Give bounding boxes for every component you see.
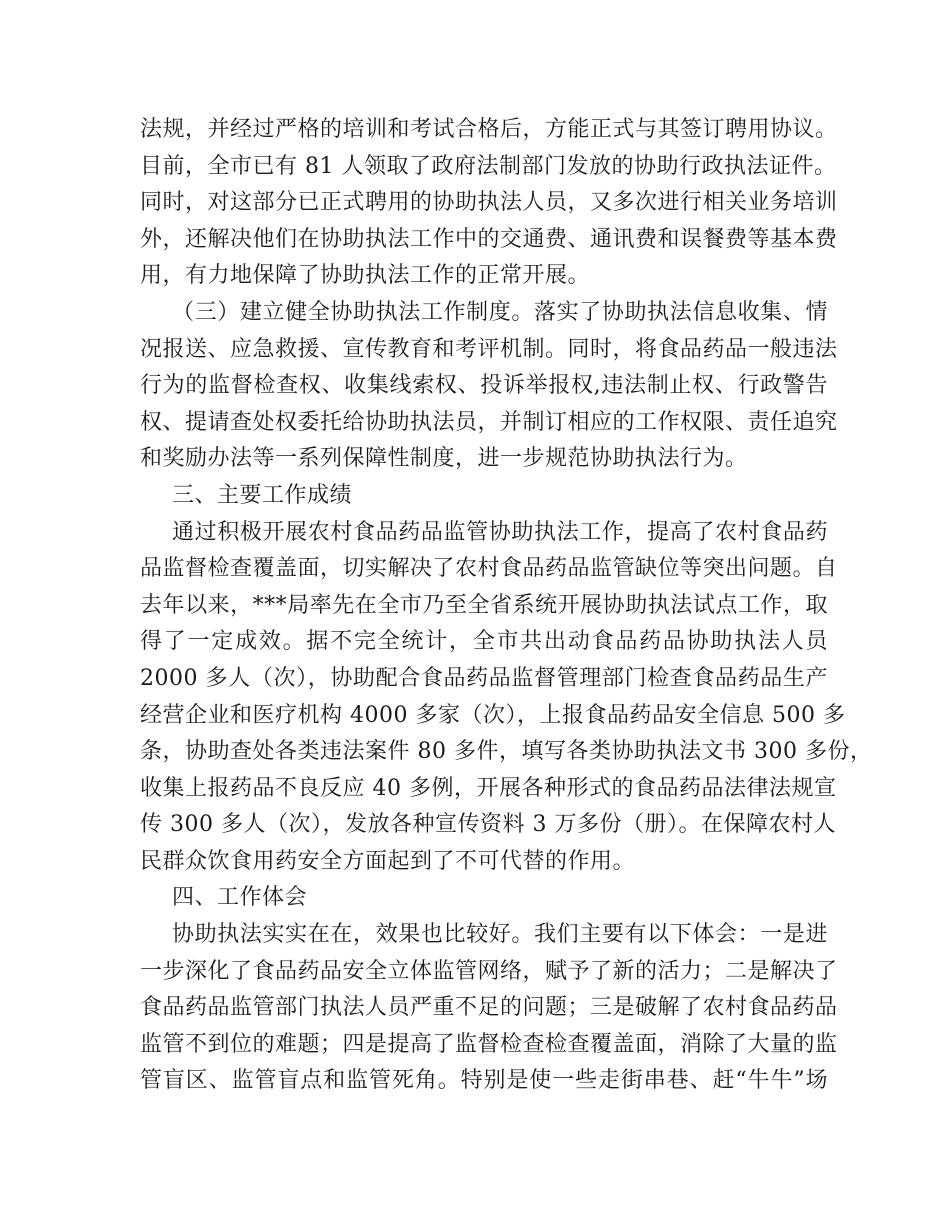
text-line: 收集上报药品不良反应 40 多例，开展各种形式的食品药品法律法规宣 [140, 775, 837, 801]
paragraph-first-line: 协助执法实实在在，效果也比较好。我们主要有以下体会：一是进 [172, 922, 828, 948]
text-line: 2000 多人（次），协助配合食品药品监督管理部门检查食品药品生产 [140, 665, 828, 691]
text-line: 食品药品监管部门执法人员严重不足的问题；三是破解了农村食品药品 [140, 995, 838, 1021]
text-line: 况报送、应急救援、宣传教育和考评机制。同时，将食品药品一般违法 [140, 336, 838, 362]
text-line: 品监督检查覆盖面，切实解决了农村食品药品监管缺位等突出问题。自 [140, 556, 838, 582]
text-line: 去年以来，***局率先在全市乃至全省系统开展协助执法试点工作，取 [140, 592, 828, 618]
text-line: 条，协助查处各类违法案件 80 多件，填写各类协助执法文书 300 多份， [140, 739, 873, 765]
text-line: 监管不到位的难题；四是提高了监督检查检查覆盖面，消除了大量的监 [140, 1031, 838, 1057]
text-line: 权、提请查处权委托给协助执法员，并制订相应的工作权限、责任追究 [140, 409, 838, 435]
text-line: 法规，并经过严格的培训和考试合格后，方能正式与其签订聘用协议。 [140, 117, 838, 142]
paragraph-first-line: （三）建立健全协助执法工作制度。落实了协助执法信息收集、情 [172, 299, 828, 325]
text-line: 得了一定成效。据不完全统计，全市共出动食品药品协助执法人员 [140, 629, 828, 655]
text-line: 民群众饮食用药安全方面起到了不可代替的作用。 [140, 848, 636, 874]
text-line: 传 300 多人（次），发放各种宣传资料 3 万多份（册）。在保障农村人 [140, 812, 836, 838]
text-line: 外，还解决他们在协助执法工作中的交通费、通讯费和误餐费等基本费 [140, 226, 838, 252]
text-line: 用，有力地保障了协助执法工作的正常开展。 [140, 263, 591, 289]
text-line: 管盲区、监管盲点和监管死角。特别是使一些走街串巷、赶“牛牛”场 [140, 1068, 828, 1094]
paragraph-first-line: 通过积极开展农村食品药品监管协助执法工作，提高了农村食品药 [172, 519, 828, 545]
paragraph-first-line: 三、主要工作成绩 [172, 482, 353, 508]
text-line: 行为的监督检查权、收集线索权、投诉举报权,违法制止权、行政警告 [140, 373, 828, 399]
text-line: 一步深化了食品药品安全立体监管网络，赋予了新的活力；二是解决了 [140, 958, 838, 984]
paragraph-first-line: 四、工作体会 [172, 885, 308, 911]
text-line: 和奖励办法等一系列保障性制度，进一步规范协助执法行为。 [140, 446, 748, 472]
text-line: 同时，对这部分已正式聘用的协助执法人员，又多次进行相关业务培训 [140, 190, 838, 216]
text-line: 目前，全市已有 81 人领取了政府法制部门发放的协助行政执法证件。 [140, 153, 837, 179]
document-page [140, 112, 873, 1100]
text-line: 经营企业和医疗机构 4000 多家（次），上报食品药品安全信息 500 多 [140, 702, 846, 728]
